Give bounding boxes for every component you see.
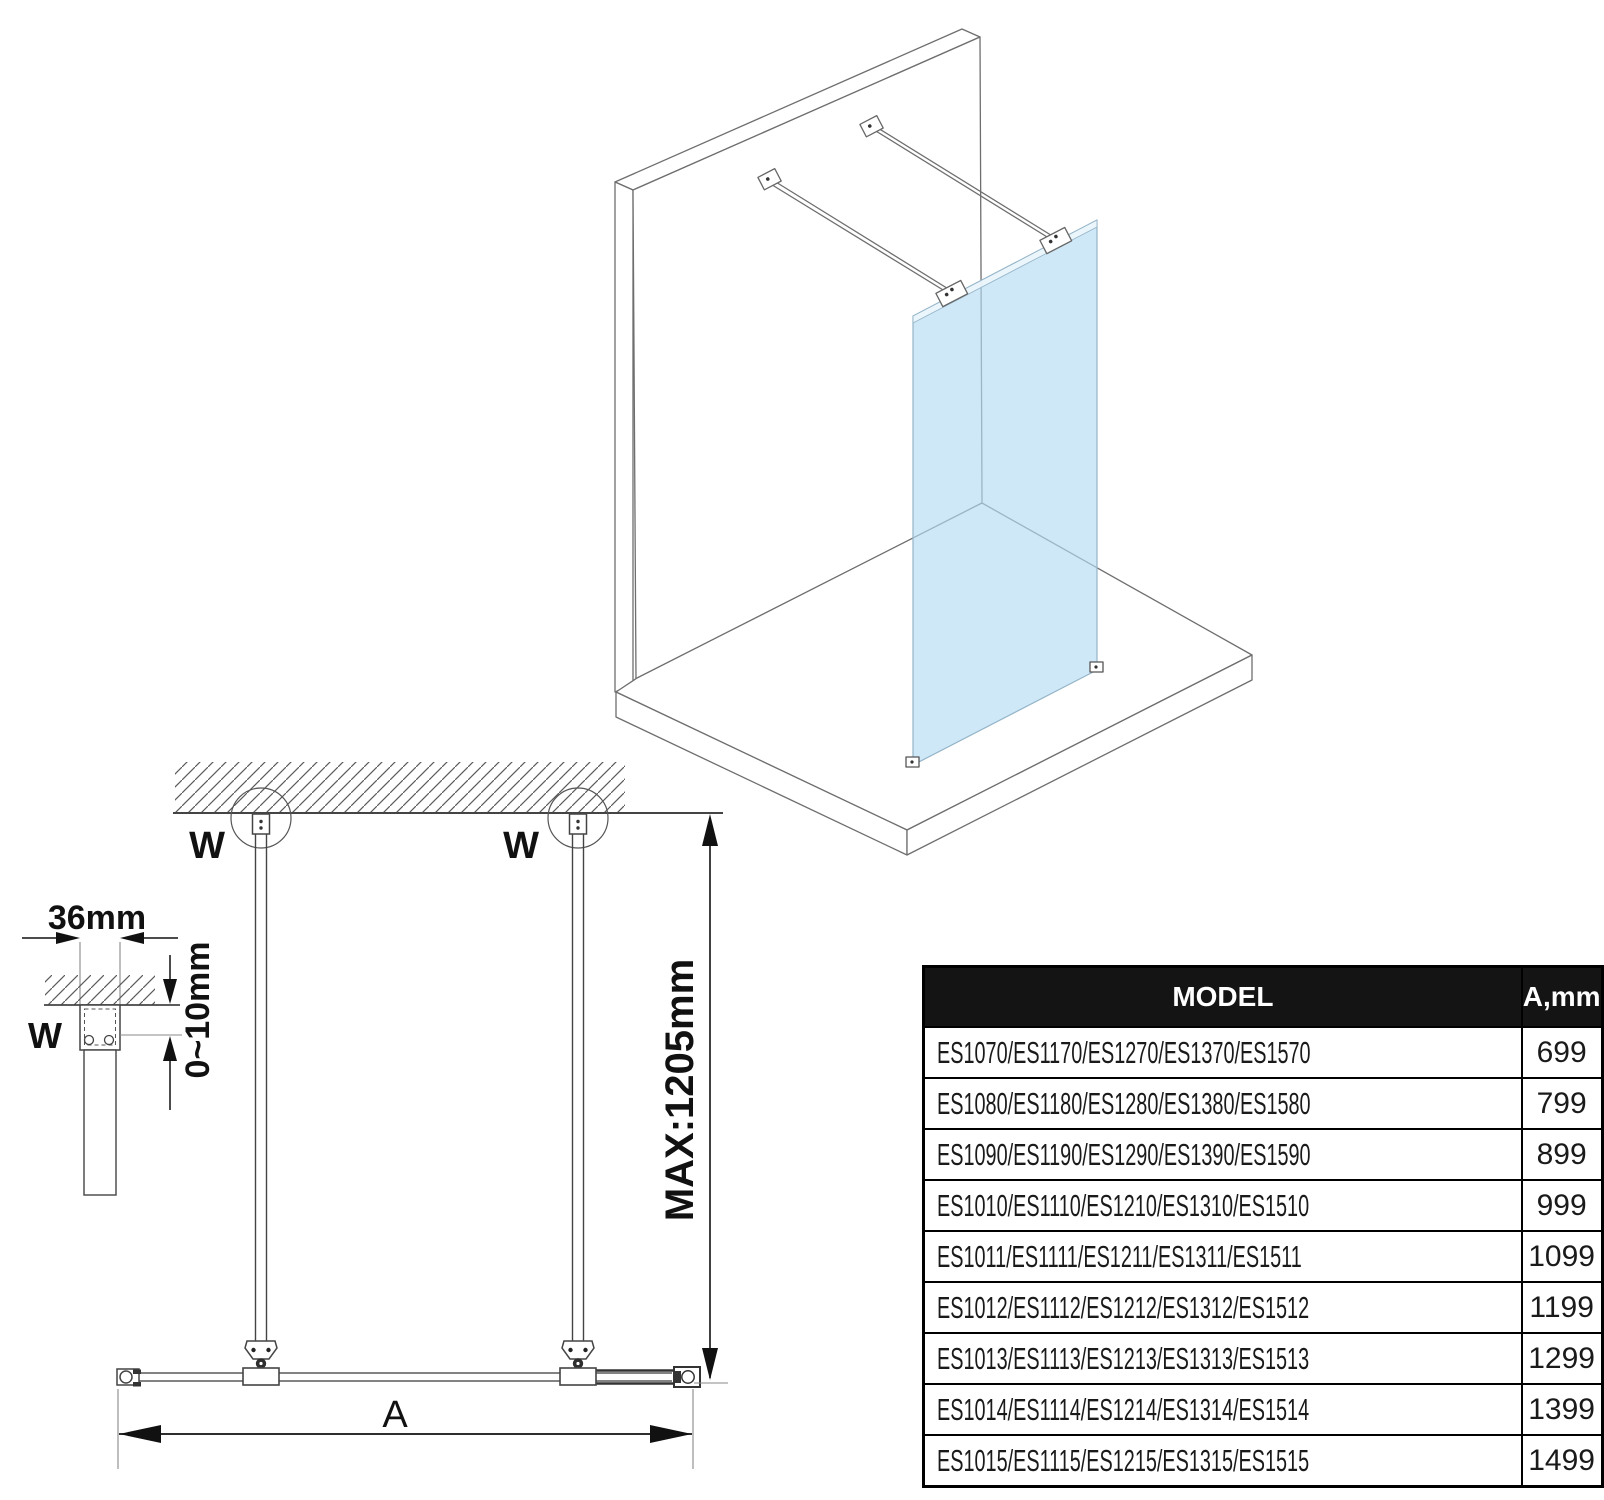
dimension-width-a	[118, 1389, 693, 1469]
model-cell: ES1010/ES1110/ES1210/ES1310/ES1510	[924, 1180, 1522, 1231]
detail-wall-label: W	[28, 1015, 62, 1056]
glass-foot-right-3d	[1090, 662, 1103, 672]
width-mm-cell: 1099	[1522, 1231, 1602, 1282]
model-cell: ES1011/ES1111/ES1211/ES1311/ES1511	[924, 1231, 1522, 1282]
table-row	[924, 1129, 1603, 1180]
model-cell: ES1070/ES1170/ES1270/ES1370/ES1570	[924, 1027, 1522, 1078]
spec-table-body	[924, 1027, 1603, 1487]
support-bar-detail	[84, 1050, 116, 1195]
table-row	[924, 1180, 1603, 1231]
ceiling-hatch	[45, 975, 155, 1005]
width-mm-cell: 899	[1522, 1129, 1602, 1180]
spec-table	[922, 965, 1604, 1488]
max-height-label: MAX:1205mm	[658, 958, 702, 1222]
width-mm-cell: 799	[1522, 1078, 1602, 1129]
table-header-a-mm: A,mm	[1522, 967, 1602, 1028]
model-cell: ES1013/ES1113/ES1213/ES1313/ES1513	[924, 1333, 1522, 1384]
width-mm-cell: 1199	[1522, 1282, 1602, 1333]
plan-view	[117, 762, 728, 1469]
wall-hatch	[175, 762, 625, 813]
width-mm-cell: 999	[1522, 1180, 1602, 1231]
bar-clamp-left-plan	[243, 1341, 279, 1385]
spec-table-header	[924, 967, 1603, 1028]
width-a-label: A	[382, 1394, 408, 1436]
table-row	[924, 1435, 1603, 1487]
model-cell: ES1080/ES1180/ES1280/ES1380/ES1580	[924, 1078, 1522, 1129]
table-row	[924, 1027, 1603, 1078]
table-row	[924, 1231, 1603, 1282]
wall-anchor-left	[231, 788, 291, 1341]
wall-anchor-right	[548, 788, 608, 1341]
model-cell: ES1012/ES1112/ES1212/ES1312/ES1512	[924, 1282, 1522, 1333]
wall-anchor-right-label: W	[503, 825, 539, 867]
dimension-max-height	[658, 814, 728, 1383]
gap-label: 0~10mm	[179, 941, 217, 1079]
arrowhead-down	[702, 1348, 718, 1380]
table-header-model: MODEL	[924, 967, 1522, 1028]
arrowhead-up	[702, 814, 718, 846]
arrowhead-left	[119, 1425, 161, 1443]
profile-width-label: 36mm	[47, 899, 147, 937]
dimension-gap	[163, 941, 217, 1110]
arrowhead-right	[650, 1425, 692, 1443]
model-cell: ES1015/ES1115/ES1215/ES1315/ES1515	[924, 1435, 1522, 1487]
glass-end-cap-left	[117, 1369, 141, 1387]
table-row	[924, 1282, 1603, 1333]
detail-view	[22, 899, 217, 1195]
model-cell: ES1090/ES1190/ES1290/ES1390/ES1590	[924, 1129, 1522, 1180]
glass-foot-left-3d	[906, 757, 919, 767]
wall-anchor-left-label: W	[189, 825, 225, 867]
width-mm-cell: 699	[1522, 1027, 1602, 1078]
width-mm-cell: 1299	[1522, 1333, 1602, 1384]
wall-profile-right	[594, 1367, 700, 1387]
width-mm-cell: 1399	[1522, 1384, 1602, 1435]
width-mm-cell: 1499	[1522, 1435, 1602, 1487]
table-row	[924, 1078, 1603, 1129]
mount-bracket-detail	[80, 1005, 120, 1050]
iso-view	[615, 29, 1252, 855]
model-cell: ES1014/ES1114/ES1214/ES1314/ES1514	[924, 1384, 1522, 1435]
bar-clamp-right-plan	[560, 1341, 596, 1385]
table-row	[924, 1333, 1603, 1384]
table-row	[924, 1384, 1603, 1435]
